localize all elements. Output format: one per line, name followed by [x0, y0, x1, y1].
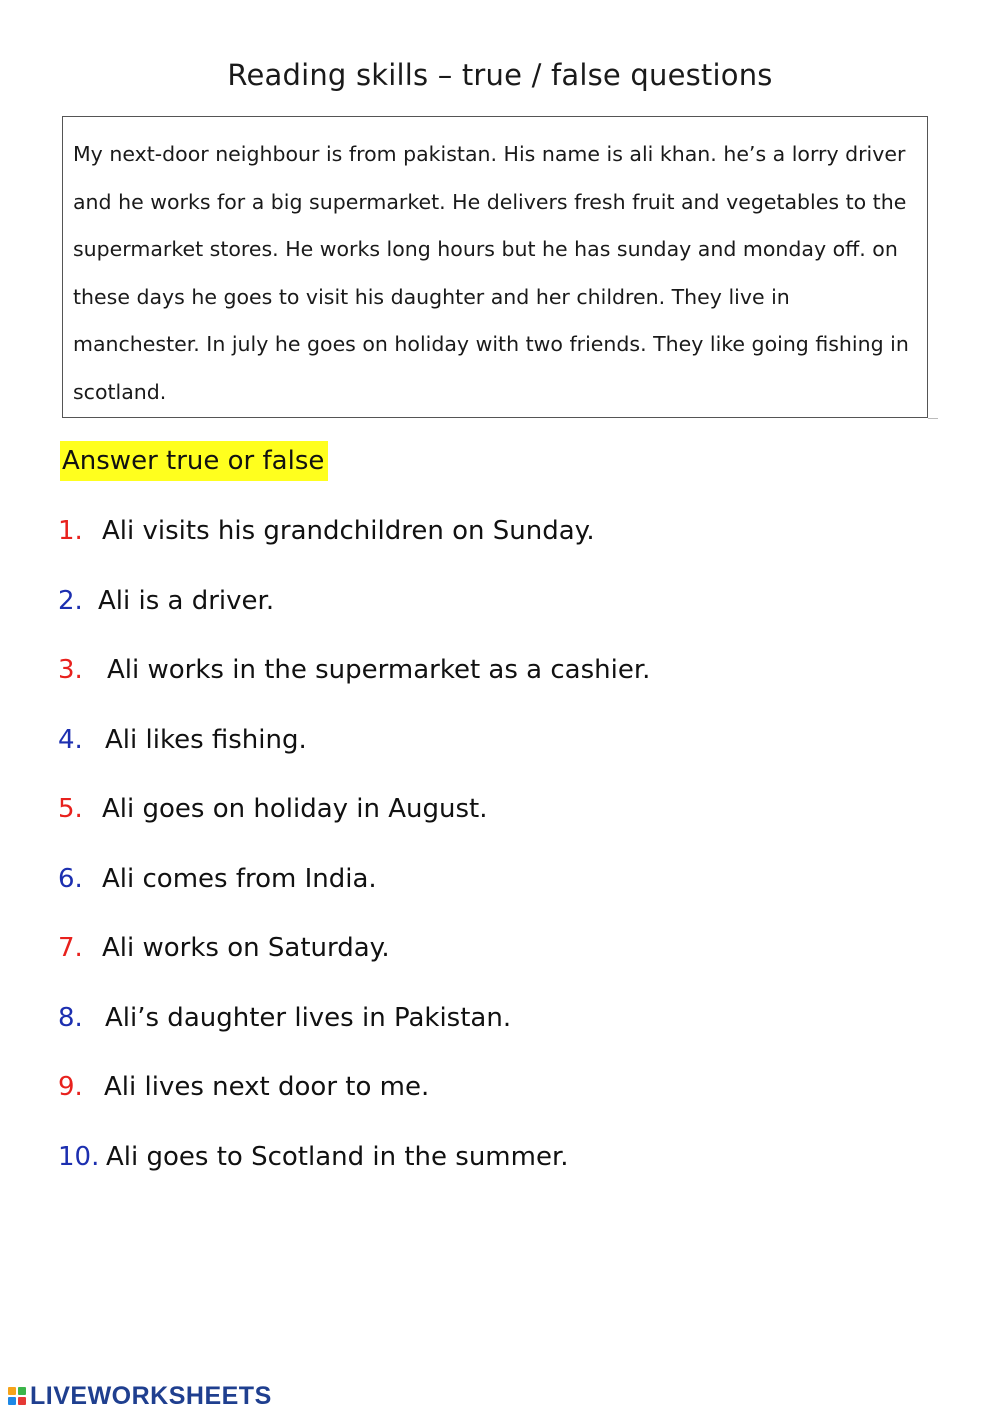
question-3	[58, 648, 650, 718]
liveworksheets-logo-text: LIVEWORKSHEETS	[30, 1381, 272, 1410]
instruction-highlight: Answer true or false	[60, 441, 328, 481]
question-5	[58, 787, 650, 857]
question-7	[58, 926, 650, 996]
question-list	[58, 509, 650, 1204]
question-text: Ali works in the supermarket as a cashier.	[107, 655, 651, 685]
question-number: 3.	[58, 655, 83, 685]
question-number: 2.	[58, 585, 83, 616]
question-text: Ali likes fishing.	[105, 724, 307, 755]
question-number: 9.	[58, 1072, 83, 1102]
question-text: Ali lives next door to me.	[104, 1072, 430, 1102]
question-text: Ali is a driver.	[98, 585, 275, 616]
question-text: Ali visits his grandchildren on Sunday.	[102, 516, 595, 546]
question-4	[58, 718, 650, 788]
question-number: 7.	[58, 933, 83, 963]
question-10	[58, 1135, 650, 1205]
question-text: Ali works on Saturday.	[102, 933, 390, 963]
question-2	[58, 579, 650, 649]
question-number: 8.	[58, 1002, 83, 1033]
liveworksheets-logo[interactable]	[8, 1380, 272, 1412]
question-number: 5.	[58, 794, 83, 824]
question-number: 10.	[58, 1141, 100, 1172]
question-8	[58, 996, 650, 1066]
liveworksheets-logo-icon	[8, 1387, 26, 1405]
question-number: 6.	[58, 863, 83, 894]
question-text: Ali comes from India.	[102, 863, 377, 894]
question-number: 1.	[58, 516, 83, 546]
reading-passage-box	[62, 116, 928, 418]
page-title: Reading skills – true / false questions	[227, 58, 773, 92]
passage-box-corner-mark	[928, 418, 938, 425]
question-6	[58, 857, 650, 927]
question-9	[58, 1065, 650, 1135]
question-text: Ali goes on holiday in August.	[102, 794, 488, 824]
question-1	[58, 509, 650, 579]
question-text: Ali’s daughter lives in Pakistan.	[105, 1002, 512, 1033]
question-text: Ali goes to Scotland in the summer.	[106, 1141, 569, 1172]
question-number: 4.	[58, 724, 83, 755]
reading-passage-text: My next-door neighbour is from pakistan. His name is ali khan. he’s a lorry driver and he works for a big supermarket. He delivers fresh fruit and vegetables to the supermarket stores. He works long hours but he has sunday and monday off. on these days he goes to visit his daughter and her children. They live in manchester. In july he goes on holiday with two friends. They like going fishing in scotland.	[73, 142, 909, 404]
